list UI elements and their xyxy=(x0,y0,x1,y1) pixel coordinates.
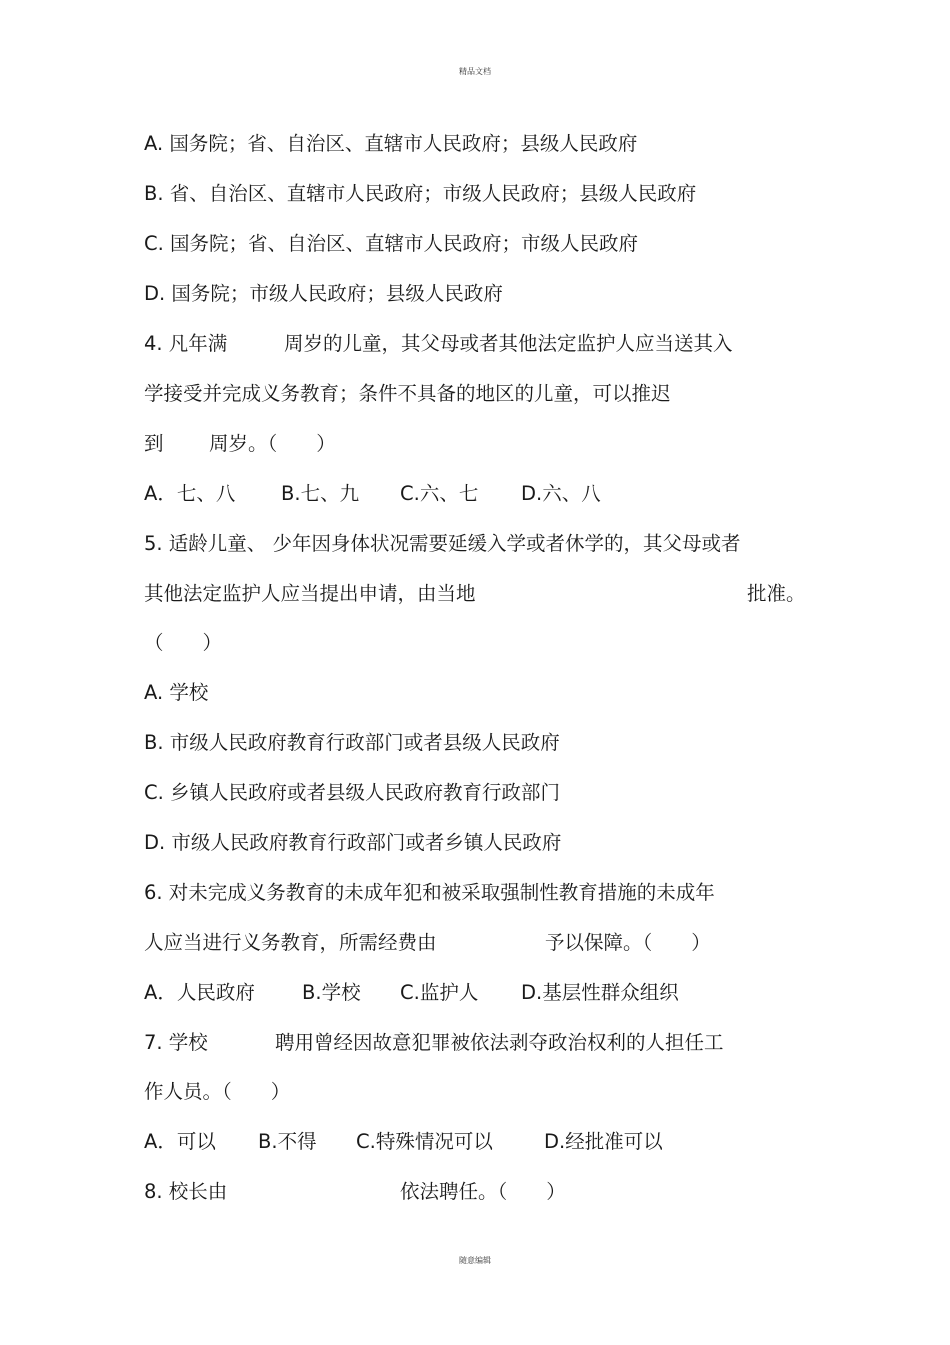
q6-stem-text: 人应当进行义务教育，所需经费由 xyxy=(144,931,437,954)
q5-line-1: 5. 适龄儿童、 少年因身体状况需要延缓入学或者休学的，其父母或者 xyxy=(144,532,741,555)
q5-option-d: D. 市级人民政府教育行政部门或者乡镇人民政府 xyxy=(144,831,562,854)
q5-stem-text: 批准。 xyxy=(747,582,806,605)
q7-option-c: C.特殊情况可以 xyxy=(356,1130,493,1153)
q4-option-a: A．七、八 xyxy=(144,482,236,505)
q7-option-b: B.不得 xyxy=(258,1130,317,1153)
q4-stem-text: 周岁的儿童，其父母或者其他法定监护人应当送其入 xyxy=(284,332,733,355)
q6-option-b: B.学校 xyxy=(302,981,361,1004)
page-footer: 随意编辑 xyxy=(459,1256,491,1265)
q5-stem-text: 其他法定监护人应当提出申请，由当地 xyxy=(144,582,476,605)
q7-option-a: A．可以 xyxy=(144,1130,216,1153)
q5-option-c: C. 乡镇人民政府或者县级人民政府教育行政部门 xyxy=(144,781,561,804)
q4-stem-text: 周岁。（ ） xyxy=(209,432,336,455)
q8-number-text: 8. 校长由 xyxy=(144,1180,228,1203)
page-header: 精品文档 xyxy=(459,67,491,76)
q4-line-2: 学接受并完成义务教育；条件不具备的地区的儿童，可以推迟 xyxy=(144,382,671,405)
q4-stem-text: 到 xyxy=(144,432,164,455)
q4-number-text: 4. 凡年满 xyxy=(144,332,228,355)
q8-stem-text: 依法聘任。（ ） xyxy=(400,1180,566,1203)
q5-option-b: B. 市级人民政府教育行政部门或者县级人民政府 xyxy=(144,731,560,754)
q6-line-1: 6. 对未完成义务教育的未成年犯和被采取强制性教育措施的未成年 xyxy=(144,881,715,904)
q7-line-2: 作人员。（ ） xyxy=(144,1080,291,1103)
q4-option-c: C.六、七 xyxy=(400,482,479,505)
q5-option-a: A. 学校 xyxy=(144,681,209,704)
q4-option-d: D.六、八 xyxy=(521,482,601,505)
q6-option-d: D.基层性群众组织 xyxy=(521,981,679,1004)
q7-option-d: D.经批准可以 xyxy=(544,1130,663,1153)
q4-option-b: B.七、九 xyxy=(281,482,360,505)
q5-line-3: （ ） xyxy=(144,631,223,654)
q7-stem-text: 聘用曾经因故意犯罪被依法剥夺政治权利的人担任工 xyxy=(275,1031,724,1054)
q3-option-a: A. 国务院；省、自治区、直辖市人民政府；县级人民政府 xyxy=(144,132,638,155)
q3-option-c: C. 国务院；省、自治区、直辖市人民政府；市级人民政府 xyxy=(144,232,639,255)
q7-number-text: 7. 学校 xyxy=(144,1031,208,1054)
q3-option-b: B. 省、自治区、直辖市人民政府；市级人民政府；县级人民政府 xyxy=(144,182,697,205)
q6-stem-text: 予以保障。（ ） xyxy=(545,931,711,954)
q6-option-c: C.监护人 xyxy=(400,981,479,1004)
q6-option-a: A．人民政府 xyxy=(144,981,255,1004)
q3-option-d: D. 国务院；市级人民政府；县级人民政府 xyxy=(144,282,503,305)
